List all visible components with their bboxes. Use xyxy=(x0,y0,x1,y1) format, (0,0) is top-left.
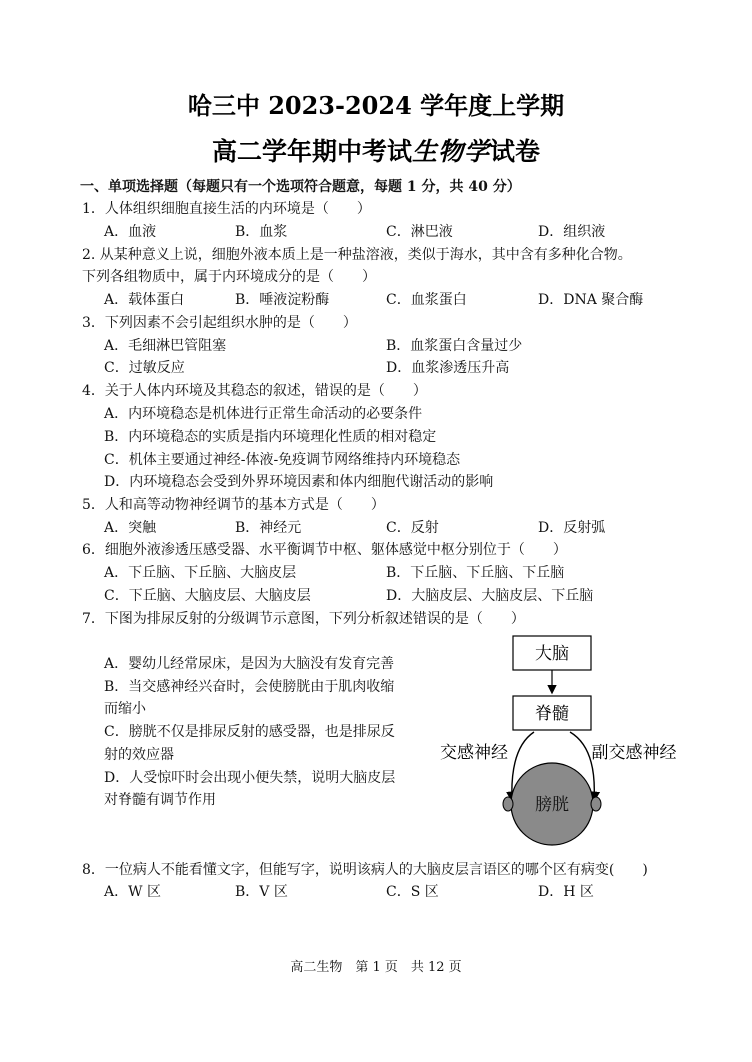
question-2-stem-line2: 下列各组物质中，属于内环境成分的是（ ） xyxy=(82,269,376,285)
question-1-option-a: A．血液 xyxy=(104,224,157,240)
question-7-option-b-cont: 而缩小 xyxy=(104,701,146,717)
question-7-option-a: A．婴幼儿经常尿床，是因为大脑没有发育完善 xyxy=(104,656,395,672)
spinal-cord-label: 脊髓 xyxy=(535,704,569,724)
question-7-option-b: B．当交感神经兴奋时，会使膀胱由于肌肉收缩 xyxy=(104,679,395,695)
urination-reflex-diagram xyxy=(432,628,692,848)
question-6-option-d: D．大脑皮层、大脑皮层、下丘脑 xyxy=(386,588,594,604)
section-heading: 一、单项选择题（每题只有一个选项符合题意，每题 1 分，共 40 分） xyxy=(80,179,521,195)
question-2-stem-line1: 2. 从某种意义上说，细胞外液本质上是一种盐溶液，类似于海水，其中含有多种化合物。 xyxy=(82,247,632,263)
exam-title-line1: 哈三中 2023-2024 学年度上学期 xyxy=(187,91,565,120)
question-1-option-d: D．组织液 xyxy=(538,224,606,240)
question-3-option-d: D．血浆渗透压升高 xyxy=(386,360,510,376)
sympathetic-label: 交感神经 xyxy=(440,743,508,763)
question-8-option-c: C．S 区 xyxy=(386,884,439,900)
question-4-option-a: A．内环境稳态是机体进行正常生命活动的必要条件 xyxy=(104,406,423,422)
bladder-left-nub xyxy=(503,797,513,811)
question-2-option-c: C．血浆蛋白 xyxy=(386,292,467,308)
question-8-option-a: A．W 区 xyxy=(104,884,161,900)
question-6-option-c: C．下丘脑、大脑皮层、大脑皮层 xyxy=(104,588,311,604)
question-7-option-c-cont: 射的效应器 xyxy=(104,747,174,763)
question-5-option-a: A．突触 xyxy=(104,520,157,536)
question-5-option-d: D．反射弧 xyxy=(538,520,606,536)
bladder-right-nub xyxy=(591,797,601,811)
bladder-label: 膀胱 xyxy=(535,795,569,815)
question-4-option-c: C．机体主要通过神经-体液-免疫调节网络维持内环境稳态 xyxy=(104,452,461,468)
question-2-option-b: B．唾液淀粉酶 xyxy=(235,292,330,308)
page-footer: 高二生物 第 1 页 共 12 页 xyxy=(290,960,462,975)
question-5-option-b: B．神经元 xyxy=(235,520,302,536)
question-8-option-d: D．H 区 xyxy=(538,884,594,900)
brain-label: 大脑 xyxy=(535,644,569,664)
title-suffix: 试卷 xyxy=(490,137,541,166)
question-5-option-c: C．反射 xyxy=(386,520,439,536)
question-8-option-b: B．V 区 xyxy=(235,884,288,900)
title-subject: 生物学 xyxy=(411,137,490,166)
question-7-option-c: C．膀胱不仅是排尿反射的感受器，也是排尿反 xyxy=(104,724,395,740)
question-3-option-a: A．毛细淋巴管阻塞 xyxy=(104,338,227,354)
question-1-option-b: B．血浆 xyxy=(235,224,288,240)
question-4-option-b: B．内环境稳态的实质是指内环境理化性质的相对稳定 xyxy=(104,429,437,445)
question-6-option-b: B．下丘脑、下丘脑、下丘脑 xyxy=(386,565,565,581)
exam-title-line2 xyxy=(0,132,752,168)
question-1-stem: 1．人体组织细胞直接生活的内环境是（ ） xyxy=(82,201,371,217)
question-2-option-a: A．载体蛋白 xyxy=(104,292,185,308)
question-3-option-b: B．血浆蛋白含量过少 xyxy=(386,338,523,354)
question-4-stem: 4．关于人体内环境及其稳态的叙述，错误的是（ ） xyxy=(82,383,427,399)
question-2-option-d: D．DNA 聚合酶 xyxy=(538,292,644,308)
question-5-stem: 5．人和高等动物神经调节的基本方式是（ ） xyxy=(82,497,385,513)
question-6-stem: 6．细胞外液渗透压感受器、水平衡调节中枢、躯体感觉中枢分别位于（ ） xyxy=(82,542,567,558)
question-4-option-d: D．内环境稳态会受到外界环境因素和体内细胞代谢活动的影响 xyxy=(104,474,494,490)
question-1-option-c: C．淋巴液 xyxy=(386,224,453,240)
question-3-option-c: C．过敏反应 xyxy=(104,360,185,376)
question-7-stem: 7．下图为排尿反射的分级调节示意图，下列分析叙述错误的是（ ） xyxy=(82,611,525,627)
question-7-option-d: D．人受惊吓时会出现小便失禁，说明大脑皮层 xyxy=(104,770,396,786)
question-7-option-d-cont: 对脊髓有调节作用 xyxy=(104,792,216,808)
parasympathetic-label: 副交感神经 xyxy=(591,743,677,763)
question-8-stem: 8．一位病人不能看懂文字，但能写字，说明该病人的大脑皮层言语区的哪个区有病变( ) xyxy=(82,862,648,878)
question-3-stem: 3．下列因素不会引起组织水肿的是（ ） xyxy=(82,315,357,331)
question-6-option-a: A．下丘脑、下丘脑、大脑皮层 xyxy=(104,565,297,581)
title-prefix: 高二学年期中考试 xyxy=(211,137,412,166)
